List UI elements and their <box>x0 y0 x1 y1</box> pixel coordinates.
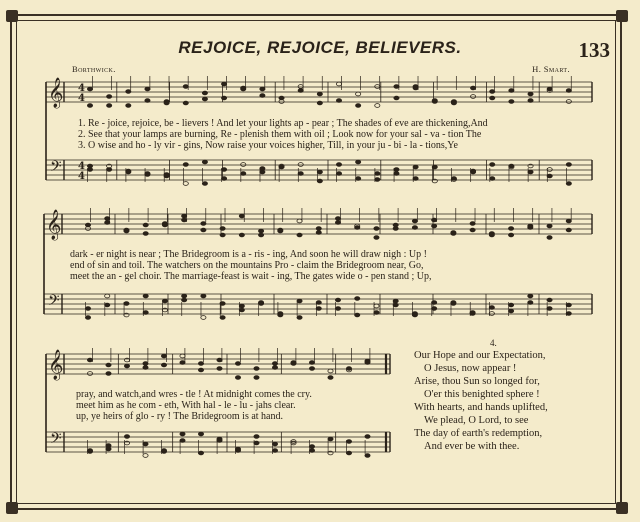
note-head <box>235 376 240 380</box>
note-head <box>528 170 533 174</box>
note-head <box>335 221 340 225</box>
note-head <box>413 177 418 181</box>
note-head <box>432 99 437 103</box>
note-head <box>124 302 129 306</box>
note-head <box>374 236 379 240</box>
note-head <box>105 221 110 225</box>
note-head <box>143 366 148 370</box>
note-head <box>470 86 475 90</box>
note-head <box>528 99 533 103</box>
note-head <box>316 301 321 305</box>
note-head <box>145 99 150 103</box>
note-head <box>365 361 370 365</box>
note-head <box>355 313 360 317</box>
note-head <box>260 167 265 171</box>
note-head <box>528 226 533 230</box>
note-head <box>394 85 399 89</box>
note-head <box>336 163 341 167</box>
note-head <box>106 363 111 367</box>
note-head <box>566 89 571 93</box>
note-head <box>87 358 92 362</box>
note-head <box>336 99 341 103</box>
note-head <box>201 316 206 320</box>
note-head <box>489 312 494 316</box>
note-head <box>272 449 277 453</box>
note-head <box>328 369 333 373</box>
note-head <box>356 104 361 108</box>
note-head <box>198 451 203 455</box>
note-head <box>272 362 277 366</box>
note-head <box>272 366 277 370</box>
lyric-line: meet the an - gel choir. The marriage-feast is wait - ing, The gates wide o - pen stand ; Up, <box>70 271 432 282</box>
note-head <box>87 87 92 91</box>
note-head <box>143 454 148 458</box>
note-head <box>272 442 277 446</box>
lyric-line: 2. See that your lamps are burning, Re - plenish them with oil ; Look now for your sal - va - tion The <box>78 129 482 140</box>
lyric-line: 1. Re - joice, rejoice, be - lievers ! And let your lights ap - pear ; The shades of eve are thickening,And <box>78 118 488 129</box>
note-head <box>202 160 207 164</box>
note-head <box>217 439 222 443</box>
note-head <box>161 354 166 358</box>
note-head <box>413 86 418 90</box>
note-head <box>182 298 187 302</box>
note-head <box>336 82 341 86</box>
note-head <box>394 96 399 100</box>
note-head <box>374 227 379 231</box>
note-head <box>432 301 437 305</box>
note-head <box>124 228 129 232</box>
note-head <box>106 444 111 448</box>
time-signature-bottom: 4 <box>78 171 85 182</box>
note-head <box>85 307 90 311</box>
note-head <box>279 96 284 100</box>
note-head <box>145 172 150 176</box>
note-head <box>547 224 552 228</box>
note-head <box>221 177 226 181</box>
lyric-line: up, ye heirs of glo - ry ! The Bridegroom is at hand. <box>76 411 283 422</box>
note-head <box>374 311 379 315</box>
treble-clef: 𝄞 <box>48 350 64 380</box>
note-head <box>202 97 207 101</box>
lyric-line: meet him as he com - eth, With hal - le - lu - jahs clear. <box>76 400 296 411</box>
note-head <box>220 316 225 320</box>
note-head <box>143 311 148 315</box>
note-head <box>336 172 341 176</box>
note-head <box>490 96 495 100</box>
note-head <box>201 222 206 226</box>
note-head <box>566 312 571 316</box>
note-head <box>297 316 302 320</box>
note-head <box>105 217 110 221</box>
note-head <box>489 233 494 237</box>
verse-4-line: The day of earth's redemption, <box>414 428 543 439</box>
note-head <box>451 177 456 181</box>
note-head <box>87 372 92 376</box>
note-head <box>217 367 222 371</box>
note-head <box>106 372 111 376</box>
note-head <box>143 442 148 446</box>
bass-clef: 𝄢 <box>48 292 60 313</box>
note-head <box>260 94 265 98</box>
note-head <box>202 182 207 186</box>
note-head <box>220 233 225 237</box>
note-head <box>254 367 259 371</box>
note-head <box>328 437 333 441</box>
note-head <box>297 299 302 303</box>
verse-4-number: 4. <box>490 338 497 348</box>
note-head <box>180 361 185 365</box>
note-head <box>297 233 302 237</box>
note-head <box>107 95 112 99</box>
note-head <box>432 307 437 311</box>
note-head <box>346 451 351 455</box>
note-head <box>198 362 203 366</box>
hymn-title: REJOICE, REJOICE, BELIEVERS. <box>178 38 462 57</box>
note-head <box>566 100 571 104</box>
note-head <box>470 95 475 99</box>
note-head <box>298 85 303 89</box>
time-signature-top: 4 <box>78 83 85 94</box>
note-head <box>309 445 314 449</box>
note-head <box>508 303 513 307</box>
note-head <box>87 164 92 168</box>
note-head <box>107 104 112 108</box>
note-head <box>87 104 92 108</box>
note-head <box>432 224 437 228</box>
note-head <box>105 303 110 307</box>
note-head <box>490 90 495 94</box>
verse-4-line: We plead, O Lord, to see <box>424 415 529 426</box>
verse-4-line: And ever be with thee. <box>424 441 520 452</box>
note-head <box>182 218 187 222</box>
note-head <box>509 89 514 93</box>
note-head <box>316 307 321 311</box>
note-head <box>451 231 456 235</box>
note-head <box>198 432 203 436</box>
note-head <box>143 232 148 236</box>
note-head <box>85 316 90 320</box>
note-head <box>566 303 571 307</box>
note-head <box>201 294 206 298</box>
note-head <box>254 376 259 380</box>
note-head <box>291 361 296 365</box>
time-signature-bottom: 4 <box>78 93 85 104</box>
note-head <box>393 223 398 227</box>
note-head <box>335 298 340 302</box>
arranger-credit: H. Smart. <box>532 64 570 74</box>
note-head <box>143 362 148 366</box>
note-head <box>375 104 380 108</box>
note-head <box>328 376 333 380</box>
note-head <box>239 214 244 218</box>
lyric-line: pray, and watch,and wres - tle ! At midnight comes the cry. <box>76 389 312 400</box>
note-head <box>297 219 302 223</box>
note-head <box>335 307 340 311</box>
note-head <box>183 85 188 89</box>
note-head <box>547 298 552 302</box>
page-number: 133 <box>578 38 610 62</box>
note-head <box>182 214 187 218</box>
note-head <box>566 163 571 167</box>
note-head <box>413 165 418 169</box>
note-head <box>239 233 244 237</box>
note-head <box>490 163 495 167</box>
note-head <box>528 92 533 96</box>
note-head <box>365 454 370 458</box>
note-head <box>316 227 321 231</box>
note-head <box>260 87 265 91</box>
verse-4-line: O'er this benighted sphere ! <box>424 389 540 400</box>
note-head <box>470 169 475 173</box>
treble-clef: 𝄞 <box>46 210 62 240</box>
note-head <box>451 101 456 105</box>
note-head <box>126 90 131 94</box>
note-head <box>239 304 244 308</box>
note-head <box>309 367 314 371</box>
note-head <box>278 228 283 232</box>
note-head <box>298 163 303 167</box>
note-head <box>547 174 552 178</box>
note-head <box>180 439 185 443</box>
note-head <box>201 228 206 232</box>
note-head <box>374 304 379 308</box>
note-head <box>126 169 131 173</box>
note-head <box>470 228 475 232</box>
note-head <box>183 101 188 105</box>
note-head <box>309 361 314 365</box>
bass-clef: 𝄢 <box>50 158 62 179</box>
note-head <box>258 229 263 233</box>
note-head <box>143 223 148 227</box>
verse-4-line: O Jesus, now appear ! <box>424 363 517 374</box>
note-head <box>393 299 398 303</box>
note-head <box>161 449 166 453</box>
lyric-line: end of sin and toil. The watchers on the mountains Pro - claim the Bridegroom near, Go, <box>70 260 424 271</box>
note-head <box>335 217 340 221</box>
note-head <box>145 87 150 91</box>
note-head <box>254 441 259 445</box>
verse-4-line: Our Hope and our Expectation, <box>414 350 546 361</box>
note-head <box>356 177 361 181</box>
note-head <box>317 170 322 174</box>
note-head <box>412 226 417 230</box>
note-head <box>509 100 514 104</box>
note-head <box>254 435 259 439</box>
note-head <box>432 218 437 222</box>
note-head <box>470 222 475 226</box>
note-head <box>355 226 360 230</box>
note-head <box>258 301 263 305</box>
note-head <box>412 219 417 223</box>
note-head <box>566 219 571 223</box>
note-head <box>183 163 188 167</box>
note-head <box>528 301 533 305</box>
note-head <box>346 440 351 444</box>
note-head <box>309 449 314 453</box>
lyric-line: 3. O wise and ho - ly vir - gins, Now raise your voices higher, Till, in your ju - bi - la - tions,Ye <box>78 140 458 151</box>
note-head <box>182 294 187 298</box>
note-head <box>258 233 263 237</box>
note-head <box>278 313 283 317</box>
note-head <box>241 86 246 90</box>
note-head <box>220 302 225 306</box>
verse-4-line: Arise, thou Sun so longed for, <box>414 376 540 387</box>
note-head <box>432 165 437 169</box>
note-head <box>105 294 110 298</box>
note-head <box>241 172 246 176</box>
note-head <box>221 96 226 100</box>
note-head <box>547 236 552 240</box>
note-head <box>375 172 380 176</box>
note-head <box>161 363 166 367</box>
treble-clef: 𝄞 <box>48 78 64 108</box>
note-head <box>393 303 398 307</box>
note-head <box>235 362 240 366</box>
note-head <box>528 294 533 298</box>
note-head <box>470 311 475 315</box>
note-head <box>317 101 322 105</box>
note-head <box>87 449 92 453</box>
note-head <box>566 182 571 186</box>
note-head <box>85 223 90 227</box>
note-head <box>547 307 552 311</box>
note-head <box>316 231 321 235</box>
note-head <box>221 82 226 86</box>
note-head <box>547 168 552 172</box>
note-head <box>220 227 225 231</box>
note-head <box>317 179 322 183</box>
note-head <box>394 172 399 176</box>
composer-credit: Borthwick. <box>72 64 116 74</box>
note-head <box>356 160 361 164</box>
note-head <box>217 358 222 362</box>
note-head <box>375 178 380 182</box>
note-head <box>235 449 240 453</box>
note-head <box>124 364 129 368</box>
note-head <box>162 299 167 303</box>
note-head <box>412 313 417 317</box>
verse-4-line: With hearts, and hands uplifted, <box>414 402 548 413</box>
note-head <box>241 163 246 167</box>
note-head <box>489 306 494 310</box>
note-head <box>298 172 303 176</box>
note-head <box>317 92 322 96</box>
note-head <box>126 104 131 108</box>
note-head <box>202 91 207 95</box>
bass-clef: 𝄢 <box>50 430 62 451</box>
note-head <box>143 294 148 298</box>
note-head <box>509 164 514 168</box>
note-head <box>164 174 169 178</box>
note-head <box>508 227 513 231</box>
note-head <box>180 432 185 436</box>
note-head <box>356 92 361 96</box>
note-head <box>355 297 360 301</box>
note-head <box>164 101 169 105</box>
note-head <box>490 177 495 181</box>
time-signature-top: 4 <box>78 161 85 172</box>
note-head <box>198 368 203 372</box>
note-head <box>365 435 370 439</box>
note-head <box>566 228 571 232</box>
note-head <box>375 85 380 89</box>
note-head <box>394 168 399 172</box>
note-head <box>162 223 167 227</box>
note-head <box>221 168 226 172</box>
note-head <box>124 435 129 439</box>
note-head <box>180 354 185 358</box>
note-head <box>508 233 513 237</box>
note-head <box>298 89 303 93</box>
note-head <box>183 182 188 186</box>
note-head <box>239 308 244 312</box>
lyric-line: dark - er night is near ; The Bridegroom is a - ris - ing, And soon he will draw nigh : Up ! <box>70 249 427 260</box>
note-head <box>508 309 513 313</box>
note-head <box>451 301 456 305</box>
